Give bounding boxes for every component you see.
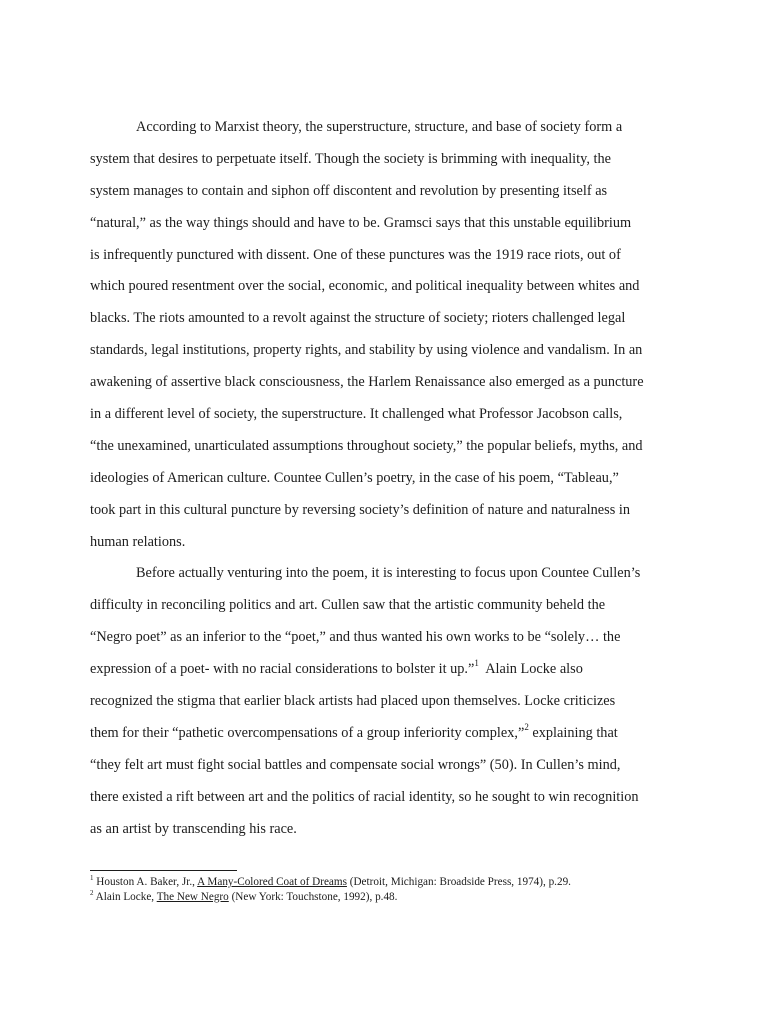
footnote-number: 2 (90, 888, 94, 897)
text-line: recognized the stigma that earlier black artists had placed upon themselves. Locke criticizes (90, 693, 616, 710)
footnote-title: A Many-Colored Coat of Dreams (197, 876, 347, 888)
text-line: “natural,” as the way things should and have to be. Gramsci says that this unstable equilibrium (90, 214, 632, 231)
text-line: ideologies of American culture. Countee Cullen’s poetry, in the case of his poem, “Tableau,” (90, 469, 619, 486)
text-line: difficulty in reconciling politics and art. Cullen saw that the artistic community beheld the (90, 597, 606, 614)
footnote-ref-2[interactable]: 2 (524, 722, 529, 733)
text-line: “they felt art must fight social battles and compensate social wrongs” (50). In Cullen’s mind, (90, 756, 621, 773)
text-line: there existed a rift between art and the politics of racial identity, so he sought to win recognition (90, 788, 639, 805)
text-line: “Negro poet” as an inferior to the “poet,” and thus wanted his own works to be “solely… the (90, 629, 621, 646)
text-line: which poured resentment over the social, economic, and political inequality between whites and (90, 278, 640, 295)
footnote-separator (90, 870, 237, 871)
footnote-citation: (New York: Touchstone, 1992), p.48. (228, 890, 398, 903)
text-span: expression of a poet- with no racial considerations to bolster it up.” (90, 661, 475, 678)
body-text (90, 112, 688, 845)
paragraph-1 (90, 112, 688, 558)
text-line: in a different level of society, the superstructure. It challenged what Professor Jacobson calls, (90, 406, 623, 423)
text-line: blacks. The riots amounted to a revolt against the structure of society; rioters challenged legal (90, 310, 626, 327)
text-span: Alain Locke also (478, 661, 583, 678)
text-line: awakening of assertive black consciousness, the Harlem Renaissance also emerged as a puncture (90, 374, 644, 391)
text-line: According to Marxist theory, the superstructure, structure, and base of society form a (136, 119, 623, 135)
footnote-author: Alain Locke, (93, 890, 157, 903)
text-span: them for their “pathetic overcompensations of a group inferiority complex,” (90, 724, 525, 741)
text-line (90, 718, 688, 750)
text-line: Before actually venturing into the poem, it is interesting to focus upon Countee Cullen’s (136, 565, 641, 582)
text-line (90, 654, 688, 686)
footnote-1 (90, 875, 730, 890)
footnote-ref-1[interactable]: 1 (474, 658, 479, 669)
text-line: is infrequently punctured with dissent. One of these punctures was the 1919 race riots, out of (90, 246, 621, 263)
footnotes (90, 875, 730, 904)
text-line: “the unexamined, unarticulated assumptions throughout society,” the popular beliefs, myths, and (90, 437, 643, 454)
text-span: explaining that (528, 724, 618, 741)
footnote-title: The New Negro (156, 890, 229, 903)
paragraph-2 (90, 558, 688, 845)
footnote-2 (90, 890, 730, 905)
text-line: took part in this cultural puncture by reversing society’s definition of nature and naturalness in (90, 501, 630, 518)
text-line: system that desires to perpetuate itself. Though the society is brimming with inequality, the (90, 150, 611, 167)
text-line: as an artist by transcending his race. (90, 820, 297, 837)
footnote-author: Houston A. Baker, Jr., (93, 876, 198, 888)
footnote-citation: (Detroit, Michigan: Broadside Press, 1974), p.29. (346, 876, 571, 888)
text-line: system manages to contain and siphon off discontent and revolution by presenting itself as (90, 182, 608, 199)
text-line: standards, legal institutions, property rights, and stability by using violence and vandalism. In an (90, 342, 643, 359)
footnote-number: 1 (90, 874, 94, 883)
text-line: human relations. (90, 533, 186, 550)
